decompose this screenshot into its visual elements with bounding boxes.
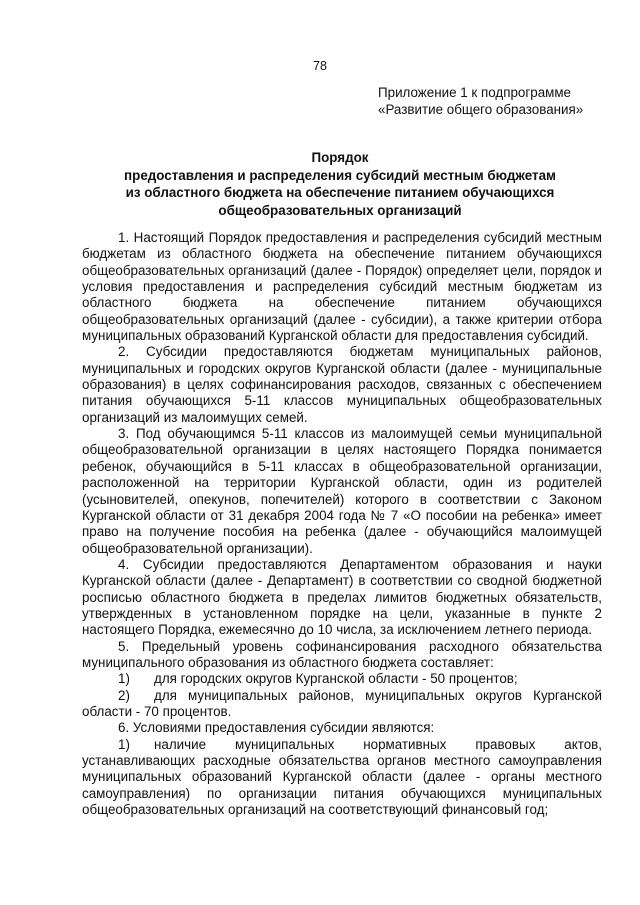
paragraph-6: 6. Условиями предоставления субсидии являются: [118, 720, 435, 736]
item-text: для городских округов Курганской области - 50 процентов; [154, 671, 518, 687]
paragraph-6-item-1 [82, 737, 602, 819]
item-number: 2) [118, 687, 130, 703]
item-number: 1) [118, 671, 130, 687]
paragraph-2: 2. Субсидии предоставляются бюджетам муниципальных районов, муниципальных и городских округов Курганской области (далее - муниципальные образования) в целях софинансирования расходов, связанных с обеспечением питания обучающихся 5-11 классов муниципальных общеобразовательных организаций из малоимущих семей. [82, 344, 602, 425]
paragraph-5-item-2 [82, 688, 602, 721]
paragraph-5: 5. Предельный уровень софинансирования расходного обязательства муниципального образования из областного бюджета составляет: [82, 638, 602, 670]
appendix-line-1: Приложение 1 к подпрограмме [378, 85, 572, 100]
title-line-2: предоставления и распределения субсидий местным бюджетам [124, 167, 556, 183]
item-text: наличие муниципальных нормативных правовых актов, устанавливающих расходные обязательства органов местного самоуправления муниципальных образований Курганской области (далее - органы местного самоуправления) по организации питания обучающихся муниципальных общеобразовательных организаций на соответствующий финансовый год; [82, 736, 602, 818]
appendix-line-2: «Развитие общего образования» [378, 102, 584, 117]
paragraph-4: 4. Субсидии предоставляются Департаментом образования и науки Курганской области (далее - Департамент) в соответствии со сводной бюджетной росписью областного бюджета в пределах лимитов бюджетных обязательств, утвержденных в установленном порядке на цели, указанные в пункте 2 настоящего Порядка, ежемесячно до 10 числа, за исключением летнего периода. [82, 556, 602, 638]
paragraph-1: 1. Настоящий Порядок предоставления и распределения субсидий местным бюджетам из областного бюджета на обеспечение питанием обучающихся общеобразовательных организаций (далее - Порядок) определяет цели, порядок и условия предоставления и распределения субсидий местным бюджетам из областного бюджета на обеспечение питанием обучающихся общеобразовательных организаций (далее - субсидии), а также критерии отбора муниципальных образований Курганской области для предоставления субсидий. [82, 230, 602, 344]
appendix-header [378, 84, 628, 118]
item-number: 1) [118, 736, 130, 752]
item-text: для муниципальных районов, муниципальных округов Курганской области - 70 процентов. [82, 687, 602, 719]
title-line-4: общеобразовательных организаций [218, 202, 462, 218]
document-body [82, 230, 602, 818]
paragraph-3: 3. Под обучающимся 5-11 классов из малоимущей семьи муниципальной общеобразовательной организации в целях настоящего Порядка понимается ребенок, обучающийся в 5-11 классах в общеобразовательной организации, расположенной на территории Курганской области, один из родителей (усыновителей, опекунов, попечителей) которого в соответствии с Законом Курганской области от 31 декабря 2004 года № 7 «О пособии на ребенка» имеет право на получение пособия на ребенка (далее - обучающийся малоимущей общеобразовательной организации). [82, 426, 602, 556]
title-line-3: из областного бюджета на обеспечение питанием обучающихся [125, 185, 555, 200]
document-title [70, 149, 610, 219]
page-number: 78 [313, 59, 327, 73]
title-line-1: Порядок [311, 150, 369, 165]
paragraph-5-item-1 [82, 671, 602, 687]
